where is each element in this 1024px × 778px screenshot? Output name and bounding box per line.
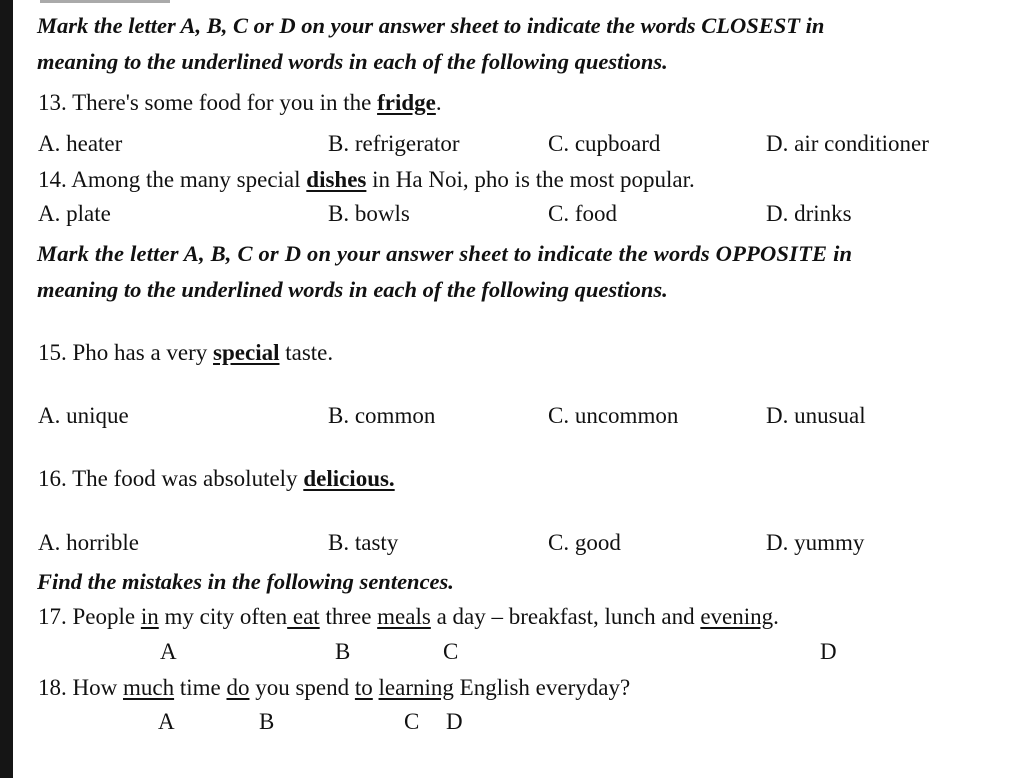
underlined-word: delicious. [303, 466, 395, 491]
q18-label-a: A [158, 709, 175, 734]
q14-option-b: B. bowls [328, 201, 410, 226]
q15-option-a: A. unique [38, 403, 129, 428]
question-text: 15. Pho has a very [38, 340, 214, 365]
q18-label-d: D [446, 709, 463, 734]
q15-option-b: B. common [328, 403, 436, 428]
sentence-text: my city often [158, 604, 288, 629]
q14-option-a: A. plate [38, 201, 111, 226]
question-18 [38, 674, 630, 702]
q16-option-d: D. yummy [766, 530, 865, 555]
underlined-part-c: meals [377, 604, 431, 629]
sentence-text: 18. How [38, 675, 123, 700]
q13-option-a: A. heater [38, 131, 123, 156]
sentence-text: English everyday? [453, 675, 631, 700]
question-16 [38, 465, 395, 493]
q13-option-d: D. air conditioner [766, 131, 929, 156]
question-15 [38, 339, 333, 367]
q17-label-b: B [335, 639, 351, 664]
underlined-part-b: do [226, 675, 250, 700]
question-text: in Ha Noi, pho is the most popular. [366, 167, 695, 192]
section-3-title: Find the mistakes in the following sentences. [37, 569, 454, 594]
section-1-instruction-line-2: meaning to the underlined words in each of the following questions. [37, 49, 668, 74]
left-edge-bar [0, 0, 13, 778]
underlined-part-d: evening [700, 604, 774, 629]
section-2-instruction-line-1: Mark the letter A, B, C or D on your answer sheet to indicate the words OPPOSITE in [37, 241, 853, 266]
question-17 [38, 603, 779, 631]
sentence-text: . [773, 604, 779, 629]
question-text: . [435, 90, 442, 115]
q14-option-d: D. drinks [766, 201, 852, 226]
q14-option-c: C. food [548, 201, 617, 226]
underlined-word: dishes [306, 167, 367, 192]
question-text: 13. There's some food for you in the [38, 90, 378, 115]
section-2-instruction-line-2: meaning to the underlined words in each of the following questions. [37, 277, 668, 302]
cropped-text-remnant [40, 0, 170, 3]
sentence-text: you spend [249, 675, 355, 700]
q13-option-c: C. cupboard [548, 131, 661, 156]
question-text: taste. [279, 340, 334, 365]
underlined-word: fridge [377, 90, 436, 115]
question-text: 14. Among the many special [38, 167, 307, 192]
question-14 [38, 166, 695, 194]
underlined-part-b: eat [287, 604, 320, 629]
section-1-instruction-line-1: Mark the letter A, B, C or D on your answer sheet to indicate the words CLOSEST in [37, 13, 825, 38]
q13-option-b: B. refrigerator [328, 131, 460, 156]
q15-option-d: D. unusual [766, 403, 866, 428]
question-13 [38, 89, 442, 117]
q17-label-c: C [443, 639, 459, 664]
underlined-word: special [213, 340, 280, 365]
q17-label-d: D [820, 639, 837, 664]
sentence-text: three [319, 604, 378, 629]
sentence-text: 17. People [38, 604, 141, 629]
q18-label-b: B [259, 709, 275, 734]
q15-option-c: C. uncommon [548, 403, 679, 428]
underlined-part-a: much [122, 675, 175, 700]
sentence-text: time [174, 675, 227, 700]
sentence-text: a day – breakfast, lunch and [430, 604, 701, 629]
q16-option-b: B. tasty [328, 530, 399, 555]
underlined-part-c: to [354, 675, 373, 700]
underlined-part-a: in [140, 604, 159, 629]
q17-label-a: A [160, 639, 177, 664]
q18-label-c: C [404, 709, 420, 734]
q16-option-c: C. good [548, 530, 621, 555]
underlined-part-d: learning [378, 675, 454, 700]
question-text: 16. The food was absolutely [38, 466, 304, 491]
q16-option-a: A. horrible [38, 530, 139, 555]
